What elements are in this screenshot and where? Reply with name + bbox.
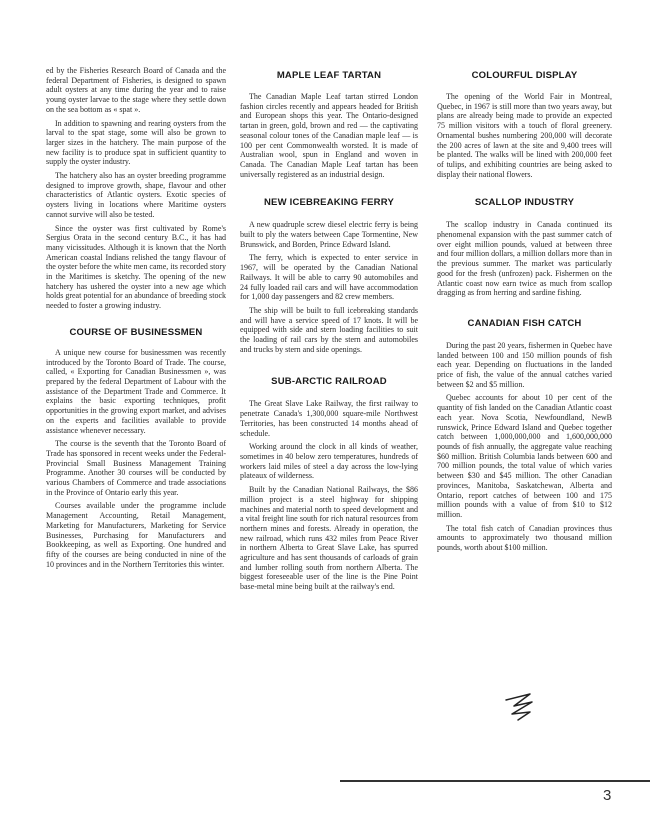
heading-new-icebreaking-ferry: NEW ICEBREAKING FERRY [264,197,394,209]
article-paragraph: The hatchery also has an oyster breeding programme designed to improve growth, shape, flavour and other characteristics of Atlantic oysters. Exotic species of oysters living in locations where Maritime oysters cannot survive will also be tested. [46,171,226,219]
article-paragraph: The course is the seventh that the Toronto Board of Trade has sponsored in recent weeks under the Federal-Provincial Small Business Management Training Programme. Another 30 courses will be conducted by various Chambers of Commerce and trade associations in the Province of Ontario early this year. [46,439,226,497]
article-paragraph: Quebec accounts for about 10 per cent of the quantity of fish landed on the Canadian Atlantic coast each year. Nova Scotia, Newfoundland, NewB runswick, Prince Edward Island and Quebec together catch between 1,000,000,000 and 1,600,000,000 pounds of fish annually, the aggregate value reaching $60 million. British Columbia lands between 600 and 700 million pounds, the total value of which varies between $30 and $45 million. The other Canadian provinces, Manitoba, Saskatchewan, Alberta and Ontario, report catches of between 100 and 175 million pounds with a value of from $10 to $12 million. [437,393,612,519]
article-paragraph: Built by the Canadian National Railways, the $86 million project is a steel highway for shipping machines and material north to speed development and a vital freight line south for rich natural resources from northern mines and forests. Already in operation, the new railroad, which runs 432 miles from Peace River in northern Alberta to Great Slave Lake, has spurred agriculture and has sent thousands of carloads of grain and lumber rolling south from northern Alberta. The biggest foreseeable user of the line is the Pine Point base-metal mine being built at the railway's end. [240,485,418,592]
article-paragraph: Since the oyster was first cultivated by Rome's Sergius Orata in the second century B.C., it has had many vicissitudes. Although it is known that the North American coastal Indians relished the tangy flavour of the oyster before the white men came, its recorded story in the Maritimes is sketchy. The opening of the new hatchery has ushered the oyster into a new age which holds great potential for an abundance of breeding stock needed to foster a growing industry. [46,223,226,311]
article-paragraph: The Great Slave Lake Railway, the first railway to penetrate Canada's 1,300,000 square-mile Northwest Territories, has been constructed 14 months ahead of schedule. [240,399,418,438]
article-paragraph: ed by the Fisheries Research Board of Canada and the federal Department of Fisheries, is designed to spawn adult oysters at any time during the year and to raise young oyster larvae to the stage where they settle down on the sea bottom as « spat ». [46,66,226,114]
column-middle [240,70,418,596]
heading-course-of-businessmen: COURSE OF BUSINESSMEN [69,326,203,338]
footer-rule [340,780,650,782]
column-left [46,66,226,573]
article-paragraph: The ferry, which is expected to enter service in 1967, will be operated by the Canadian National Railways. It will be able to carry 90 automobiles and 24 fully loaded rail cars and will have accommodation for 1,000 day passengers and 82 crew members. [240,253,418,302]
page-number: 3 [603,787,612,804]
article-paragraph: During the past 20 years, fishermen in Quebec have landed between 100 and 150 million pounds of fish each year. Depending on fluctuations in the landed price of fish, the value of the annual catches varied between $2 and $5 million. [437,340,612,389]
article-paragraph: A new quadruple screw diesel electric ferry is being built to ply the waters between Cape Tormentine, New Brunswick, and Borden, Prince Edward Island. [240,220,418,249]
heading-sub-arctic-railroad: SUB-ARCTIC RAILROAD [271,376,387,388]
heading-canadian-fish-catch: CANADIAN FISH CATCH [467,317,582,329]
article-paragraph: The scallop industry in Canada continued its phenomenal expansion with the past summer catch of over eight million pounds, valued at between three and four million dollars, a million dollars more than in the previous summer. The market was particularly good for the fresh (unfrozen) pack. Fishermen on the Atlantic coast now earn twice as much from scallop dragging as from herring and sardine fishing. [437,220,612,298]
heading-colourful-display: COLOURFUL DISPLAY [471,70,578,81]
column-right [437,70,612,557]
article-paragraph: The total fish catch of Canadian provinces thus amounts to approximately two thousand million pounds, worth about $100 million. [437,523,612,553]
article-paragraph: Courses available under the programme include Management Accounting, Retail Management, Marketing for Manufacturers, Marketing for Service Businesses, Purchasing for Manufacturers and Bookkeeping, as well as Exporting. One hundred and fifty of the courses are being conducted in nine of the 10 provinces and in the Northern Territories this winter. [46,501,226,569]
article-paragraph: A unique new course for businessmen was recently introduced by the Toronto Board of Trade. The course, called, « Exporting for Canadian Businessmen », was prepared by the federal Department of Labour with the assistance of the Department Trade and Commerce. It explains the basic exporting techniques, profit opportunities in the growing export market, and advises on the experts and facilities available to provide assistance whenever necessary. [46,347,226,435]
end-mark-signature [500,688,540,728]
article-paragraph: The opening of the World Fair in Montreal, Quebec, in 1967 is still more than two years away, but plans are already being made to provide an expected 75 million visitors with a touch of floral greenery. Ornamental bushes numbering 200,000 will decorate the 200 acres of lawn at the site and 9,400 trees will be planted. The walks will be lined with 200,000 feet of tulips, and exhibiting countries are being asked to display their national flowers. [437,92,612,179]
article-paragraph: In addition to spawning and rearing oysters from the larval to the spat stage, some will also be grown to larger sizes in the hatchery. The main purpose of the new facility is to produce spat in sufficient quantity to supply the oyster industry. [46,118,226,167]
heading-scallop-industry: SCALLOP INDUSTRY [474,197,575,209]
article-paragraph: The ship will be built to full icebreaking standards and will have a service speed of 17 knots. It will be equipped with side and stern loading facilities to suit the loading of rail cars by the stern and automobiles and trucks by stern and side openings. [240,305,418,354]
article-paragraph: Working around the clock in all kinds of weather, sometimes in 40 below zero temperatures, hundreds of workers laid miles of steel a day across the low-lying plateaux of wilderness. [240,442,418,481]
article-paragraph: The Canadian Maple Leaf tartan stirred London fashion circles recently and appears headed for British and European shops this year. The Ontario-designed tartan in green, gold, brown and red — the captivating seasonal colour tones of the Canadian maple leaf — is 100 per cent Commonwealth worsted. It is made of Australian wool, spun in England and woven in Canada. The Canadian Maple Leaf tartan has been universally registered as an industrial design. [240,92,418,179]
heading-maple-leaf-tartan: MAPLE LEAF TARTAN [276,70,382,81]
